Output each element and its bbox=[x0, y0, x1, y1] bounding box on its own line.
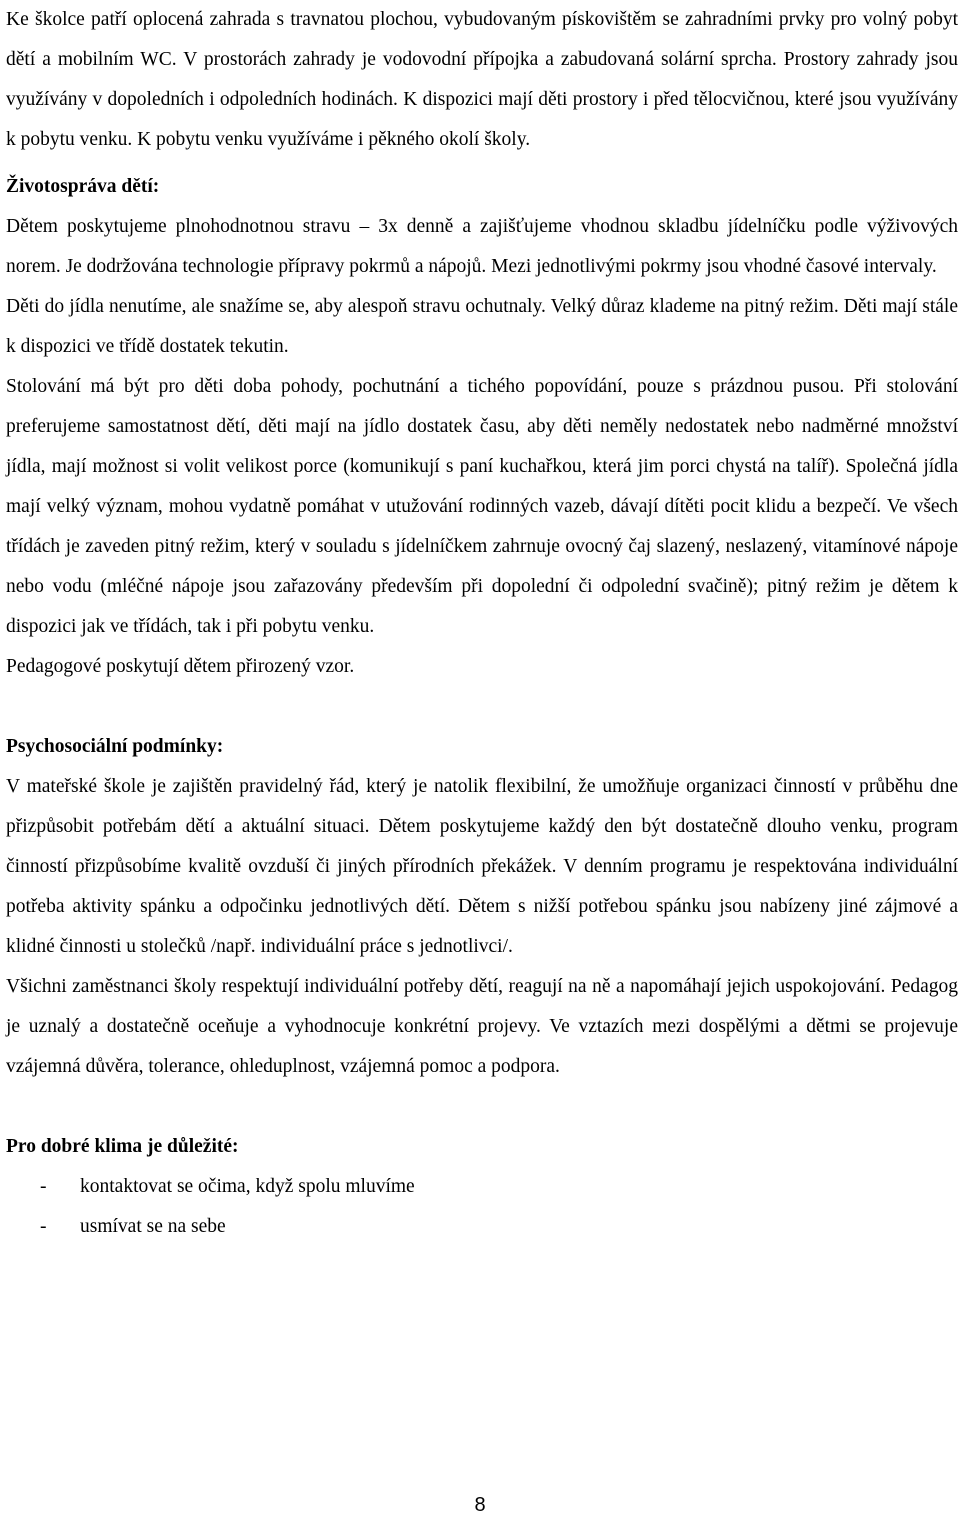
intro-paragraph: Ke školce patří oplocená zahrada s travnatou plochou, vybudovaným pískovištěm se zahradními prvky pro volný pobyt dětí a mobilním WC. V prostorách zahrady je vodovodní přípojka a zabudovaná solární sprcha. Prostory zahrady jsou využívány v dopoledních i odpoledních hodinách. K dispozici mají děti prostory i před tělocvičnou, které jsou využívány k pobytu venku. K pobytu venku využíváme i pěkného okolí školy. bbox=[6, 8, 958, 150]
list-item bbox=[6, 1207, 958, 1247]
list-item bbox=[6, 1167, 958, 1207]
paragraph-rad: V mateřské škole je zajištěn pravidelný řád, který je natolik flexibilní, že umožňuje organizaci činností v průběhu dne přizpůsobit potřebám dětí a aktuální situaci. Dětem poskytujeme každý den být dostatečně dlouho venku, program činností přizpůsobíme kvalitě ovzduší či jiných přírodních překážek. V denním programu je respektována individuální potřeba aktivity spánku a odpočinku jednotlivých dětí. Dětem s nižší potřebou spánku jsou nabízeny jiné zájmové a klidné činnosti u stolečků /např. individuální práce s jednotlivci/. bbox=[6, 775, 958, 957]
paragraph-strava: Dětem poskytujeme plnohodnotnou stravu – 3x denně a zajišťujeme vhodnou skladbu jídelníčku podle výživových norem. Je dodržována technologie přípravy pokrmů a nápojů. Mezi jednotlivými pokrmy jsou vhodné časové intervaly. bbox=[6, 215, 958, 277]
klima-list bbox=[6, 1167, 958, 1247]
list-dash: - bbox=[40, 1175, 47, 1197]
section-heading-zivotosprava: Životospráva dětí: bbox=[6, 175, 160, 197]
paragraph-stolovani: Stolování má být pro děti doba pohody, pochutnání a tichého popovídání, pouze s prázdnou pusou. Při stolování preferujeme samostatnost dětí, děti mají na jídlo dostatek času, aby děti neměly nedostatek nebo nadměrné množství jídla, mají možnost si volit velikost porce (komunikují s paní kuchařkou, která jim porci chystá na talíř). Společná jídla mají velký význam, mohou vydatně pomáhat v utužování rodinných vazeb, dávají dítěti pocit klidu a bezpečí. Ve všech třídách je zaveden pitný režim, který v souladu s jídelníčkem zahrnuje ovocný čaj slazený, neslazený, vitamínové nápoje nebo vodu (mléčné nápoje jsou zařazovány především při dopolední či odpolední svačině); pitný režim je dětem k dispozici jak ve třídách, tak i při pobytu venku. bbox=[6, 375, 958, 637]
document-page bbox=[6, 0, 958, 1247]
list-item-text: kontaktovat se očima, když spolu mluvíme bbox=[80, 1175, 415, 1197]
list-item-text: usmívat se na sebe bbox=[80, 1215, 226, 1237]
section-heading-klima: Pro dobré klima je důležité: bbox=[6, 1135, 239, 1157]
page-number: 8 bbox=[474, 1494, 486, 1516]
paragraph-pitny-rezim: Děti do jídla nenutíme, ale snažíme se, aby alespoň stravu ochutnaly. Velký důraz klademe na pitný režim. Děti mají stále k dispozici ve třídě dostatek tekutin. bbox=[6, 295, 958, 357]
section-heading-psychosocialni: Psychosociální podmínky: bbox=[6, 735, 224, 757]
paragraph-vzor: Pedagogové poskytují dětem přirozený vzor. bbox=[6, 655, 355, 677]
paragraph-zamestnanci: Všichni zaměstnanci školy respektují individuální potřeby dětí, reagují na ně a napomáhají jejich uspokojování. Pedagog je uznalý a dostatečně oceňuje a vyhodnocuje konkrétní projevy. Ve vztazích mezi dospělými a dětmi se projevuje vzájemná důvěra, tolerance, ohleduplnost, vzájemná pomoc a podpora. bbox=[6, 975, 958, 1077]
list-dash: - bbox=[40, 1215, 47, 1237]
